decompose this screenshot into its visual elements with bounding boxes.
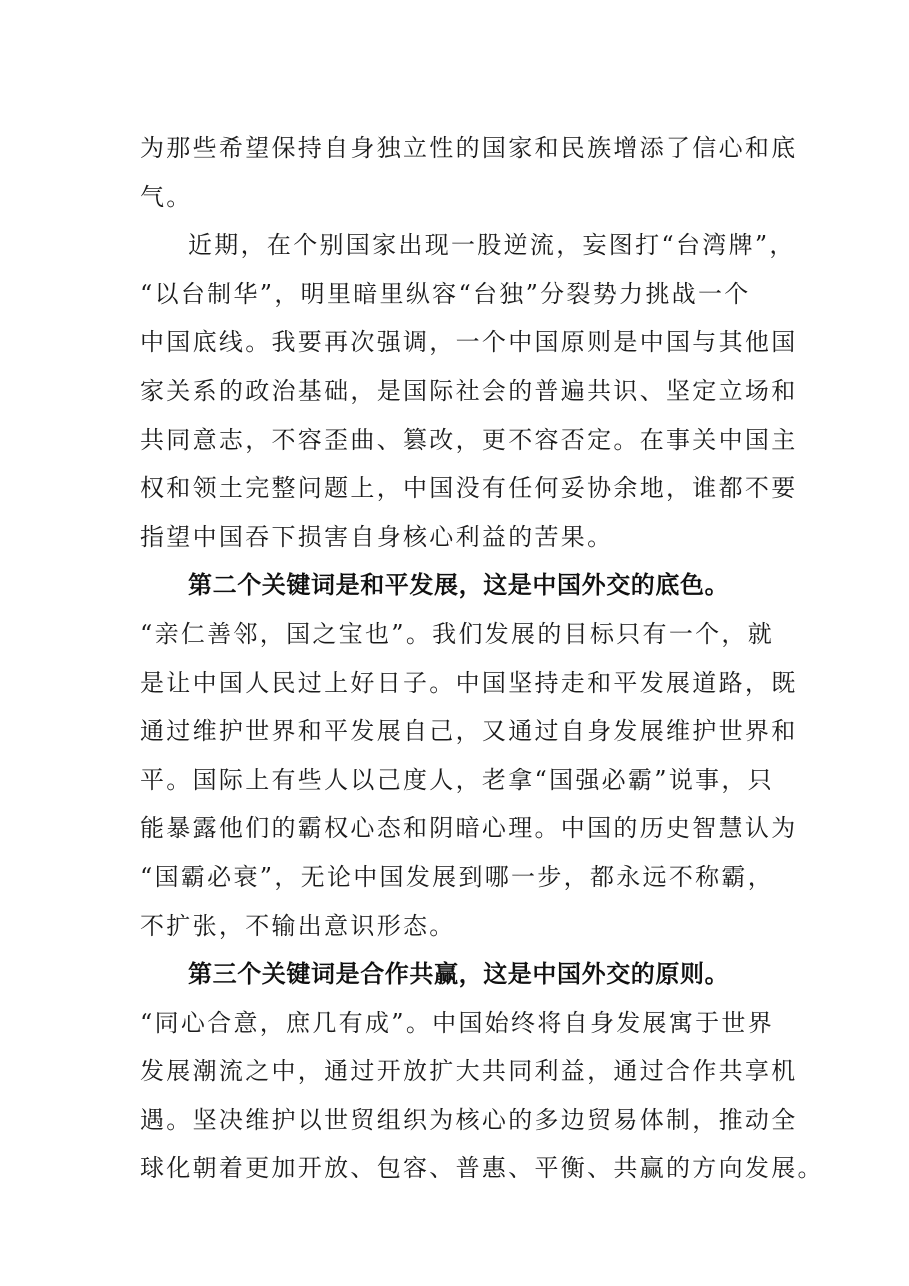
text-line: “亲仁善邻，国之宝也”。我们发展的目标只有一个，就 xyxy=(140,619,775,648)
text-line: “同心合意，庶几有成”。中国始终将自身发展寓于世界 xyxy=(140,1008,775,1037)
text-line: 共同意志，不容歪曲、篡改，更不容否定。在事关中国主 xyxy=(140,425,798,454)
text-line: 球化朝着更加开放、包容、普惠、平衡、共赢的方向发展。 xyxy=(140,1154,824,1183)
text-line: 权和领土完整问题上，中国没有任何妥协余地，谁都不要 xyxy=(140,474,798,503)
section-heading: 第二个关键词是和平发展，这是中国外交的底色。 xyxy=(188,571,730,600)
text-line: “国霸必衰”，无论中国发展到哪一步，都永远不称霸， xyxy=(140,862,775,891)
section-heading: 第三个关键词是合作共赢，这是中国外交的原则。 xyxy=(188,960,730,989)
document-body xyxy=(140,124,824,1193)
paragraph-start: 近期，在个别国家出现一股逆流，妄图打“台湾牌”， xyxy=(188,231,796,260)
text-line: 发展潮流之中，通过开放扩大共同利益，通过合作共享机 xyxy=(140,1057,798,1086)
text-line: 中国底线。我要再次强调，一个中国原则是中国与其他国 xyxy=(140,328,798,357)
text-line: 气。 xyxy=(140,182,193,211)
text-line: 是让中国人民过上好日子。中国坚持走和平发展道路，既 xyxy=(140,668,798,697)
text-line: 为那些希望保持自身独立性的国家和民族增添了信心和底 xyxy=(140,134,798,162)
text-line: 能暴露他们的霸权心态和阴暗心理。中国的历史智慧认为 xyxy=(140,814,798,843)
text-line: 指望中国吞下损害自身核心利益的苦果。 xyxy=(140,522,614,551)
text-line: 通过维护世界和平发展自己，又通过自身发展维护世界和 xyxy=(140,717,798,746)
text-line: 平。国际上有些人以己度人，老拿“国强必霸”说事，只 xyxy=(140,765,775,794)
text-line: 遇。坚决维护以世贸组织为核心的多边贸易体制，推动全 xyxy=(140,1105,798,1134)
text-line: “以台制华”，明里暗里纵容“台独”分裂势力挑战一个 xyxy=(140,279,751,308)
text-line: 不扩张，不输出意识形态。 xyxy=(140,911,456,940)
text-line: 家关系的政治基础，是国际社会的普遍共识、坚定立场和 xyxy=(140,376,798,405)
